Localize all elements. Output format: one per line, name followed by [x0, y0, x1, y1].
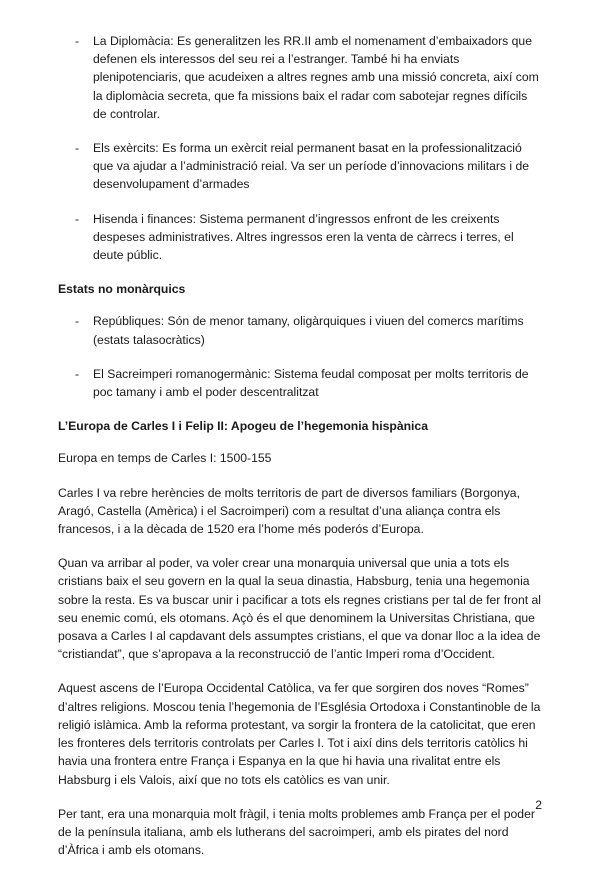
page-number: 2	[535, 798, 542, 812]
list-item	[58, 32, 542, 123]
bullet-dash: -	[75, 34, 80, 48]
list-item	[58, 210, 542, 265]
bullet-dash: -	[75, 314, 80, 329]
document-page	[58, 32, 542, 875]
paragraph: Carles I va rebre herències de molts territoris de part de diversos familiars (Borgonya, Aragó, Castella (Amèrica) i el Sacroimperi) com a resultat d’una aliança contra els francesos, i a la dècada de 1520 era l’home més poderós d’Europa.	[58, 485, 520, 537]
list-item-text: La Diplomàcia: Es generalitzen les RR.II amb el nomenament d’embaixadors que defenen els interessos del seu rei a l’estranger. També hi ha enviats plenipotenciaris, que acudeixen a altres regnes amb una missió concreta, així com la diplomàcia secreta, que fa missions baix el radar com sabotejar regnes difícils de controlar.	[93, 34, 539, 121]
bullet-dash: -	[75, 366, 80, 381]
section-heading-estats: Estats no monàrquics	[58, 282, 186, 297]
paragraph: Europa en temps de Carles I: 1500-155	[58, 451, 272, 466]
section-heading-europa: L’Europa de Carles I i Felip II: Apogeu de l’hegemonia hispànica	[58, 419, 428, 434]
list-item-text: Repúbliques: Són de menor tamany, oligàrquiques i viuen del comercs marítims (estats talasocràtics)	[93, 314, 524, 347]
bullet-dash: -	[75, 141, 80, 156]
list-item	[58, 139, 542, 194]
list-item-text: El Sacreimperi romanogermànic: Sistema feudal composat per molts territoris de poc tamany i amb el poder descentralitzat	[93, 366, 529, 400]
list-item-text: Hisenda i finances: Sistema permanent d’ingressos enfront de les creixents despeses administratives. Altres ingressos eren la venta de càrrecs i terres, el deute públic.	[93, 211, 514, 263]
bullet-dash: -	[75, 211, 80, 226]
paragraph: Per tant, era una monarquia molt fràgil, i tenia molts problemes amb França per el poder de la península italiana, amb els lutherans del sacroimperi, amb els pirates del nord d’Àfrica i amb els otomans.	[58, 806, 535, 858]
list-item-text: Els exèrcits: Es forma un exèrcit reial permanent basat en la professionalització que va ajudar a l’administració reial. Va ser un període d’innovacions militars i de desenvolupament d’armades	[93, 141, 530, 192]
list-item	[58, 312, 542, 348]
paragraph: Quan va arribar al poder, va voler crear una monarquia universal que unia a tots els cristians baix el seu govern en la qual la seua dinastia, Habsburg, tenia una hegemonia sobre la resta. Es va buscar unir i pacificar a tots els regnes cristians per tal de fer front al seu enemic comú, els otomans. Açò és el que denominem la Universitas Christiana, que posava a Carles I al capdavant dels assumptes cristians, el que va donar lloc a la idea de “cristiandat”, que s’apropava a la reconstrucció de l’antic Imperi roma d’Occident.	[58, 556, 541, 662]
paragraph: Aquest ascens de l’Europa Occidental Catòlica, va fer que sorgiren dos noves “Romes” d’altres religions. Moscou tenia l’hegemonia de l’Església Ortodoxa i Constantinoble de la religió islàmica. Amb la reforma protestant, va sorgir la frontera de la catolicitat, que eren les fronteres dels territoris controlats per Carles I. Tot i així dins dels territoris catòlics hi havia una frontera entre França i Espanya en la que hi havia una rivalitat entre els Habsburg i els Valois, així que no tots els catòlics es van unir.	[58, 681, 541, 787]
list-item	[58, 365, 542, 401]
